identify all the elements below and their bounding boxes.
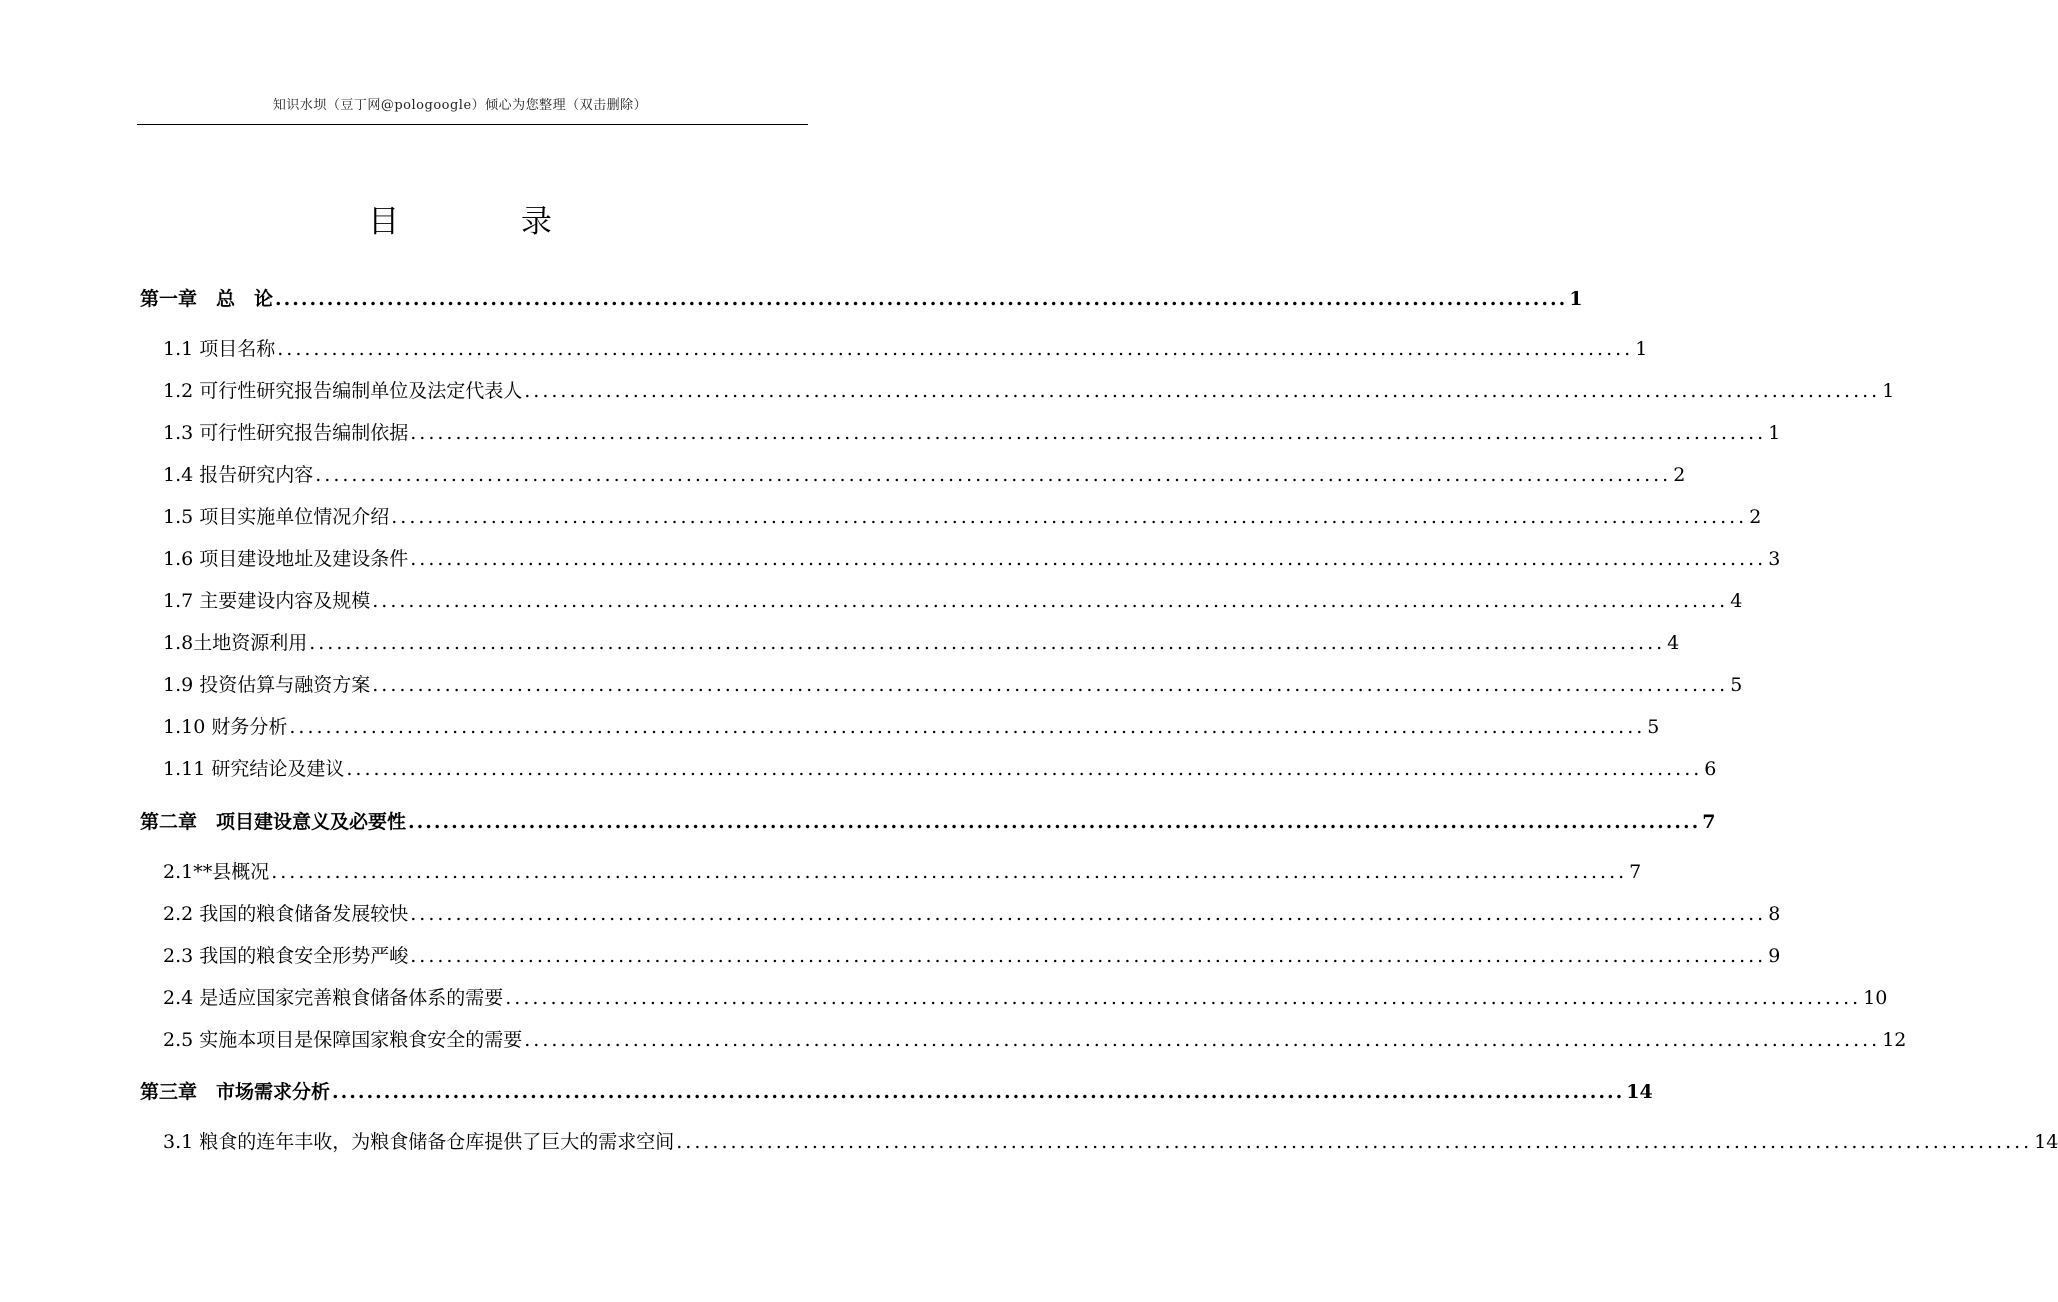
toc-entry-section[interactable] bbox=[163, 983, 1888, 1013]
toc-entry-label: 1.4 报告研究内容 bbox=[163, 464, 314, 486]
toc-leader-dots: ...................................................................................................................................................... bbox=[315, 464, 1672, 486]
toc-entry-label: 1.1 项目名称 bbox=[163, 338, 276, 360]
toc-entry-label: 1.3 可行性研究报告编制依据 bbox=[163, 422, 409, 444]
toc-entry-label: 1.8土地资源利用 bbox=[163, 632, 308, 654]
toc-entry-section[interactable] bbox=[163, 544, 1781, 574]
toc-entry-page: 4 bbox=[1730, 590, 1743, 612]
toc-entry-page: 12 bbox=[1882, 1029, 1907, 1051]
toc-entry-section[interactable] bbox=[163, 754, 1717, 784]
toc-leader-dots: ...................................................................................................................................................... bbox=[277, 338, 1634, 360]
toc-entry-page: 14 bbox=[1626, 1081, 1653, 1103]
toc-leader-dots: ...................................................................................................................................................... bbox=[391, 506, 1748, 528]
toc-leader-dots: ...................................................................................................................................................... bbox=[289, 716, 1646, 738]
toc-leader-dots: ...................................................................................................................................................... bbox=[309, 632, 1666, 654]
toc-entry-page: 5 bbox=[1647, 716, 1660, 738]
toc-entry-page: 4 bbox=[1667, 632, 1680, 654]
toc-entry-section[interactable] bbox=[163, 628, 1680, 658]
toc-entry-label: 2.4 是适应国家完善粮食储备体系的需要 bbox=[163, 987, 504, 1009]
toc-leader-dots: ...................................................................................................................................................... bbox=[524, 1029, 1881, 1051]
toc-entry-page: 9 bbox=[1768, 945, 1781, 967]
toc-entry-section[interactable] bbox=[163, 1025, 1907, 1055]
toc-entry-section[interactable] bbox=[163, 418, 1781, 448]
toc-entry-label: 1.2 可行性研究报告编制单位及法定代表人 bbox=[163, 380, 523, 402]
toc-entry-page: 6 bbox=[1704, 758, 1717, 780]
toc-leader-dots: ...................................................................................................................................................... bbox=[332, 1081, 1625, 1103]
toc-entry-label: 第二章 项目建设意义及必要性 bbox=[140, 811, 407, 833]
toc-entry-label: 1.10 财务分析 bbox=[163, 716, 288, 738]
toc-entry-section[interactable] bbox=[163, 586, 1743, 616]
toc-leader-dots: ...................................................................................................................................................... bbox=[410, 548, 1767, 570]
toc-leader-dots: ...................................................................................................................................................... bbox=[410, 422, 1767, 444]
toc-entry-label: 1.5 项目实施单位情况介绍 bbox=[163, 506, 390, 528]
toc-entry-page: 3 bbox=[1768, 548, 1781, 570]
toc-entry-section[interactable] bbox=[163, 502, 1762, 532]
toc-entry-page: 8 bbox=[1768, 903, 1781, 925]
toc-entry-section[interactable] bbox=[163, 1127, 2058, 1157]
toc-leader-dots: ...................................................................................................................................................... bbox=[372, 674, 1729, 696]
toc-leader-dots: ...................................................................................................................................................... bbox=[275, 288, 1568, 310]
toc-entry-label: 2.5 实施本项目是保障国家粮食安全的需要 bbox=[163, 1029, 523, 1051]
toc-entry-page: 2 bbox=[1673, 464, 1686, 486]
toc-entry-page: 1 bbox=[1768, 422, 1781, 444]
toc-entry-page: 14 bbox=[2034, 1131, 2058, 1153]
toc-entry-page: 1 bbox=[1635, 338, 1648, 360]
toc-entry-page: 1 bbox=[1882, 380, 1895, 402]
toc-entry-section[interactable] bbox=[163, 376, 1895, 406]
toc-entry-label: 1.9 投资估算与融资方案 bbox=[163, 674, 371, 696]
toc-entry-section[interactable] bbox=[163, 670, 1743, 700]
toc-entry-label: 2.2 我国的粮食储备发展较快 bbox=[163, 903, 409, 925]
toc-entry-page: 7 bbox=[1702, 811, 1716, 833]
page-title: 目 录 bbox=[368, 204, 608, 240]
toc-entry-chapter[interactable] bbox=[140, 1077, 1653, 1107]
toc-entry-label: 第三章 市场需求分析 bbox=[140, 1081, 331, 1103]
toc-entry-section[interactable] bbox=[163, 334, 1648, 364]
toc-entry-section[interactable] bbox=[163, 941, 1781, 971]
toc-entry-page: 2 bbox=[1749, 506, 1762, 528]
toc-leader-dots: ...................................................................................................................................................... bbox=[505, 987, 1862, 1009]
toc-entry-label: 1.11 研究结论及建议 bbox=[163, 758, 345, 780]
toc-entry-section[interactable] bbox=[163, 460, 1686, 490]
toc-entry-label: 2.3 我国的粮食安全形势严峻 bbox=[163, 945, 409, 967]
toc-entry-label: 1.7 主要建设内容及规模 bbox=[163, 590, 371, 612]
toc-leader-dots: ...................................................................................................................................................... bbox=[676, 1131, 2033, 1153]
toc-entry-section[interactable] bbox=[163, 899, 1781, 929]
toc-leader-dots: ...................................................................................................................................................... bbox=[410, 945, 1767, 967]
toc-entry-section[interactable] bbox=[163, 712, 1660, 742]
toc-entry-label: 3.1 粮食的连年丰收，为粮食储备仓库提供了巨大的需求空间 bbox=[163, 1131, 675, 1153]
toc-entry-label: 2.1**县概况 bbox=[163, 861, 270, 883]
toc-entry-chapter[interactable] bbox=[140, 284, 1583, 314]
toc-entry-section[interactable] bbox=[163, 857, 1642, 887]
toc-leader-dots: ...................................................................................................................................................... bbox=[408, 811, 1701, 833]
toc-entry-label: 1.6 项目建设地址及建设条件 bbox=[163, 548, 409, 570]
toc-leader-dots: ...................................................................................................................................................... bbox=[271, 861, 1628, 883]
toc-leader-dots: ...................................................................................................................................................... bbox=[410, 903, 1767, 925]
running-header: 知识水坝（豆丁网@pologoogle）倾心为您整理（双击删除） bbox=[272, 98, 648, 113]
toc-entry-page: 7 bbox=[1629, 861, 1642, 883]
toc-leader-dots: ...................................................................................................................................................... bbox=[346, 758, 1703, 780]
toc-entry-chapter[interactable] bbox=[140, 807, 1716, 837]
toc-entry-page: 1 bbox=[1569, 288, 1583, 310]
toc-leader-dots: ...................................................................................................................................................... bbox=[372, 590, 1729, 612]
toc-leader-dots: ...................................................................................................................................................... bbox=[524, 380, 1881, 402]
toc-entry-page: 5 bbox=[1730, 674, 1743, 696]
toc-entry-label: 第一章 总 论 bbox=[140, 288, 274, 310]
toc-entry-page: 10 bbox=[1863, 987, 1888, 1009]
